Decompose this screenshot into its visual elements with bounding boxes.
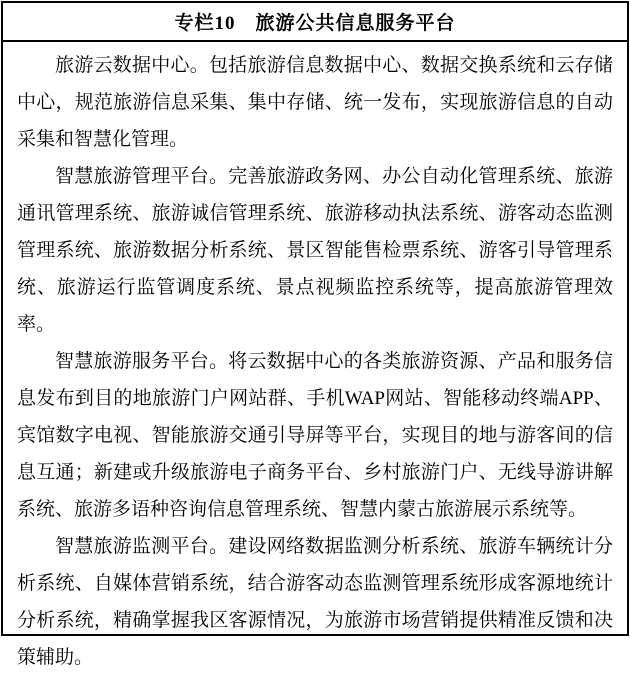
paragraph-cloud-data-center: 旅游云数据中心。包括旅游信息数据中心、数据交换系统和云存储中心，规范旅游信息采集、集中存储、统一发布，实现旅游信息的自动采集和智慧化管理。 — [17, 55, 613, 150]
box-body — [3, 42, 627, 668]
paragraph-monitoring-platform: 智慧旅游监测平台。建设网络数据监测分析系统、旅游车辆统计分析系统、自媒体营销系统，结合游客动态监测管理系统形成客源地统计分析系统，精确掌握我区客源情况，为旅游市场营销提供精准反馈和决策辅助。 — [17, 536, 613, 668]
callout-box — [1, 1, 629, 668]
box-header — [3, 3, 627, 42]
paragraph-management-platform: 智慧旅游管理平台。完善旅游政务网、办公自动化管理系统、旅游通讯管理系统、旅游诚信管理系统、旅游移动执法系统、游客动态监测管理系统、旅游数据分析系统、景区智能售检票系统、游客引导管理系统、旅游运行监管调度系统、景点视频监控系统等，提高旅游管理效率。 — [17, 166, 613, 335]
paragraph-service-platform: 智慧旅游服务平台。将云数据中心的各类旅游资源、产品和服务信息发布到目的地旅游门户网站群、手机WAP网站、智能移动终端APP、宾馆数字电视、智能旅游交通引导屏等平台，实现目的地与游客间的信息互通；新建或升级旅游电子商务平台、乡村旅游门户、无线导游讲解系统、旅游多语种咨询信息管理系统、智慧内蒙古旅游展示系统等。 — [17, 351, 613, 520]
box-title: 专栏10 旅游公共信息服务平台 — [174, 13, 456, 34]
